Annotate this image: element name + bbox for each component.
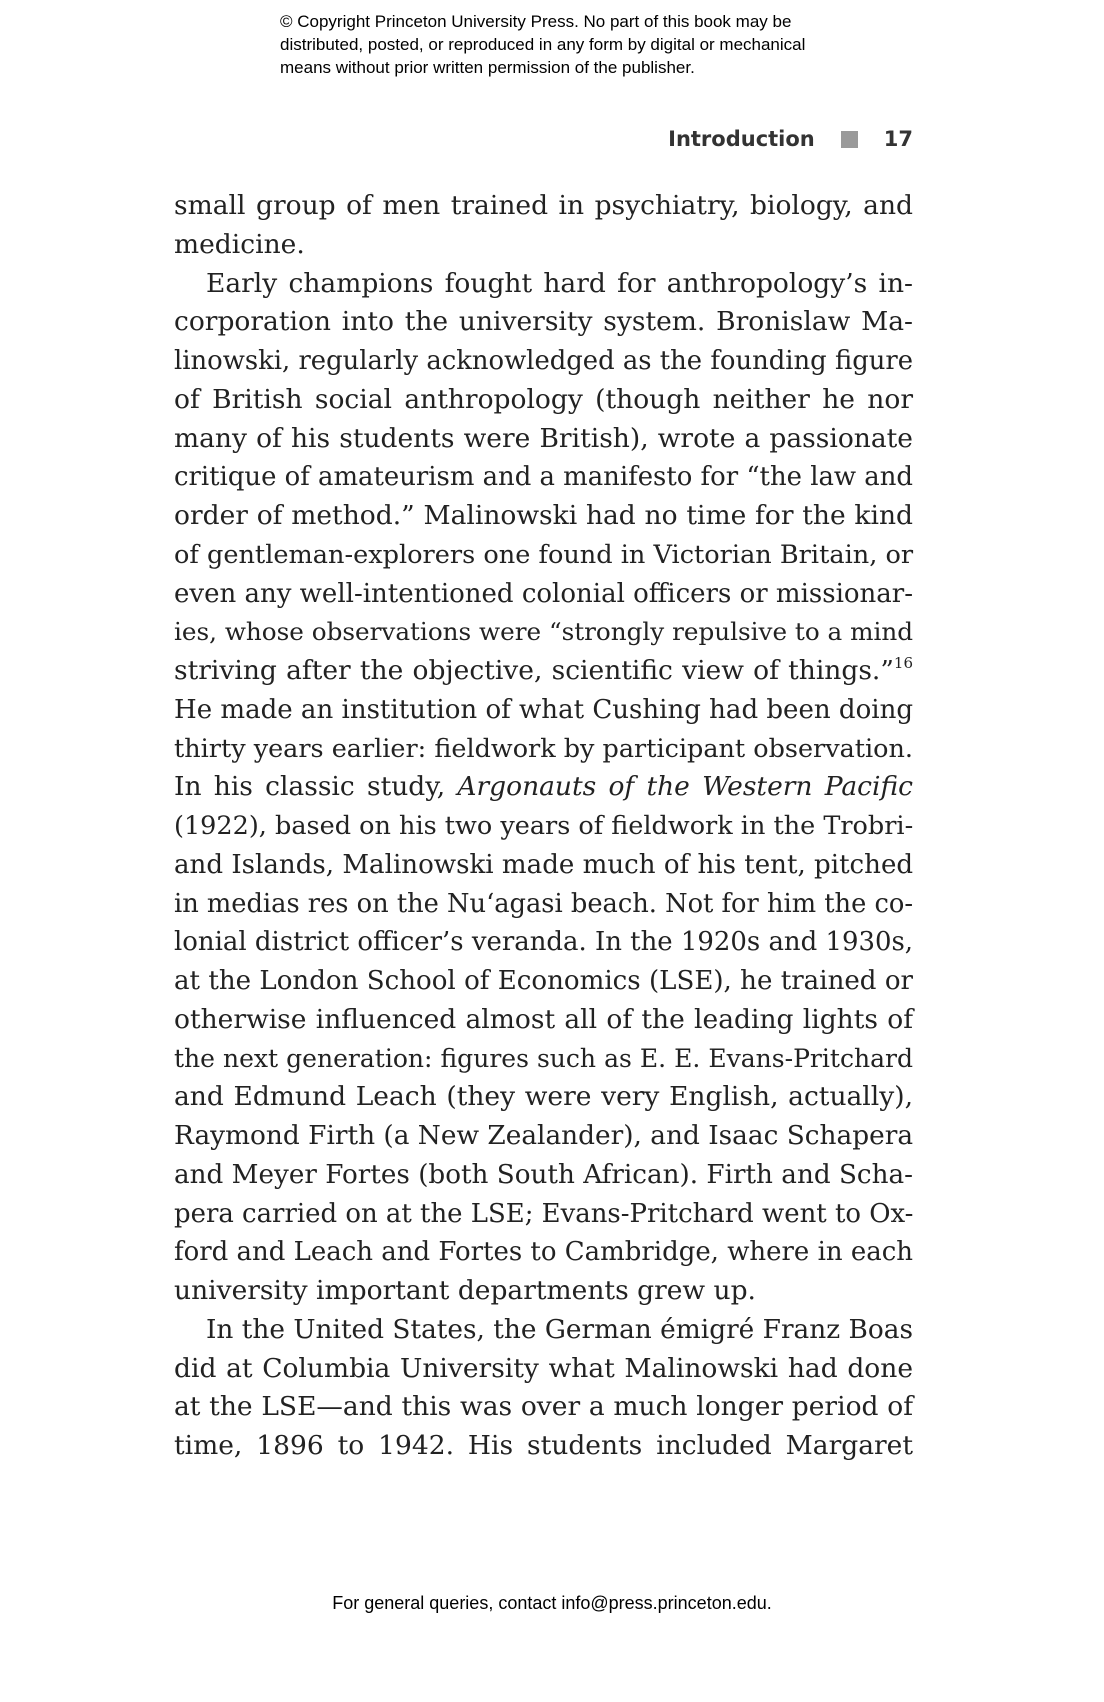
text-line: even any well-intentioned colonial officers or missionar- bbox=[174, 578, 914, 609]
text-line: In the United States, the German émigré Franz Boas bbox=[206, 1314, 913, 1345]
text-segment: striving after the objective, scientific view of things.” bbox=[174, 655, 894, 686]
text-line-with-footnote bbox=[174, 652, 913, 691]
text-line: linowski, regularly acknowledged as the founding figure bbox=[174, 346, 913, 376]
text-line: did at Columbia University what Malinowski had done bbox=[174, 1352, 913, 1384]
text-line: time, 1896 to 1942. His students included Margaret bbox=[174, 1430, 913, 1461]
text-line: critique of amateurism and a manifesto for “the law and bbox=[174, 462, 913, 493]
text-line: corporation into the university system. Bronislaw Ma- bbox=[174, 306, 913, 338]
text-line: the next generation: figures such as E. E. Evans-Pritchard bbox=[174, 1043, 913, 1073]
text-line: at the LSE—and this was over a much longer period of bbox=[174, 1391, 913, 1423]
text-line: and Meyer Fortes (both South African). Firth and Scha- bbox=[174, 1159, 913, 1190]
separator-square-icon bbox=[841, 131, 858, 148]
text-line: order of method.” Malinowski had no time for the kind bbox=[174, 500, 913, 531]
text-line: (1922), based on his two years of fieldwork in the Trobri- bbox=[174, 811, 914, 841]
text-line-with-title bbox=[174, 768, 913, 807]
text-line: thirty years earlier: fieldwork by participant observation. bbox=[174, 733, 913, 764]
text-segment: In his classic study, bbox=[174, 771, 446, 803]
book-title: Argonauts of the Western Pacific bbox=[457, 771, 913, 803]
copyright-line: © Copyright Princeton University Press. No part of this book may be bbox=[280, 12, 792, 31]
text-line: medicine. bbox=[174, 228, 305, 260]
text-line: of British social anthropology (though neither he nor bbox=[174, 383, 913, 415]
text-line: many of his students were British), wrote a passionate bbox=[174, 422, 913, 454]
text-line: Raymond Firth (a New Zealander), and Isaac Schapera bbox=[174, 1121, 914, 1151]
footnote-reference: 16 bbox=[893, 654, 913, 672]
text-line: of gentleman-explorers one found in Victorian Britain, or bbox=[174, 539, 914, 570]
body-text bbox=[174, 187, 913, 1466]
text-line: and Islands, Malinowski made much of his tent, pitched bbox=[174, 849, 914, 880]
section-title: Introduction bbox=[668, 127, 815, 151]
footer-contact: For general queries, contact info@press.princeton.edu. bbox=[332, 1593, 772, 1613]
text-line: small group of men trained in psychiatry, biology, and bbox=[174, 190, 913, 221]
text-line: and Edmund Leach (they were very English, actually), bbox=[174, 1081, 913, 1113]
text-line: otherwise influenced almost all of the leading lights of bbox=[174, 1003, 913, 1035]
text-line: at the London School of Economics (LSE), he trained or bbox=[174, 966, 913, 996]
text-line: pera carried on at the LSE; Evans-Pritchard went to Ox- bbox=[174, 1198, 914, 1229]
running-head bbox=[668, 127, 913, 151]
text-line: in medias res on the Nu‘agasi beach. Not for him the co- bbox=[174, 888, 913, 919]
text-line: university important departments grew up. bbox=[174, 1275, 756, 1306]
copyright-notice bbox=[280, 10, 920, 79]
copyright-line: distributed, posted, or reproduced in any form by digital or mechanical bbox=[280, 35, 806, 54]
text-line: lonial district officer’s veranda. In the 1920s and 1930s, bbox=[174, 927, 914, 958]
page-number: 17 bbox=[883, 127, 913, 151]
copyright-line: means without prior written permission of the publisher. bbox=[280, 58, 695, 77]
text-line: ies, whose observations were “strongly repulsive to a mind bbox=[174, 617, 913, 647]
text-line: ford and Leach and Fortes to Cambridge, where in each bbox=[174, 1237, 913, 1268]
text-line: He made an institution of what Cushing had been doing bbox=[174, 694, 913, 725]
text-line: Early champions fought hard for anthropology’s in- bbox=[206, 267, 913, 299]
